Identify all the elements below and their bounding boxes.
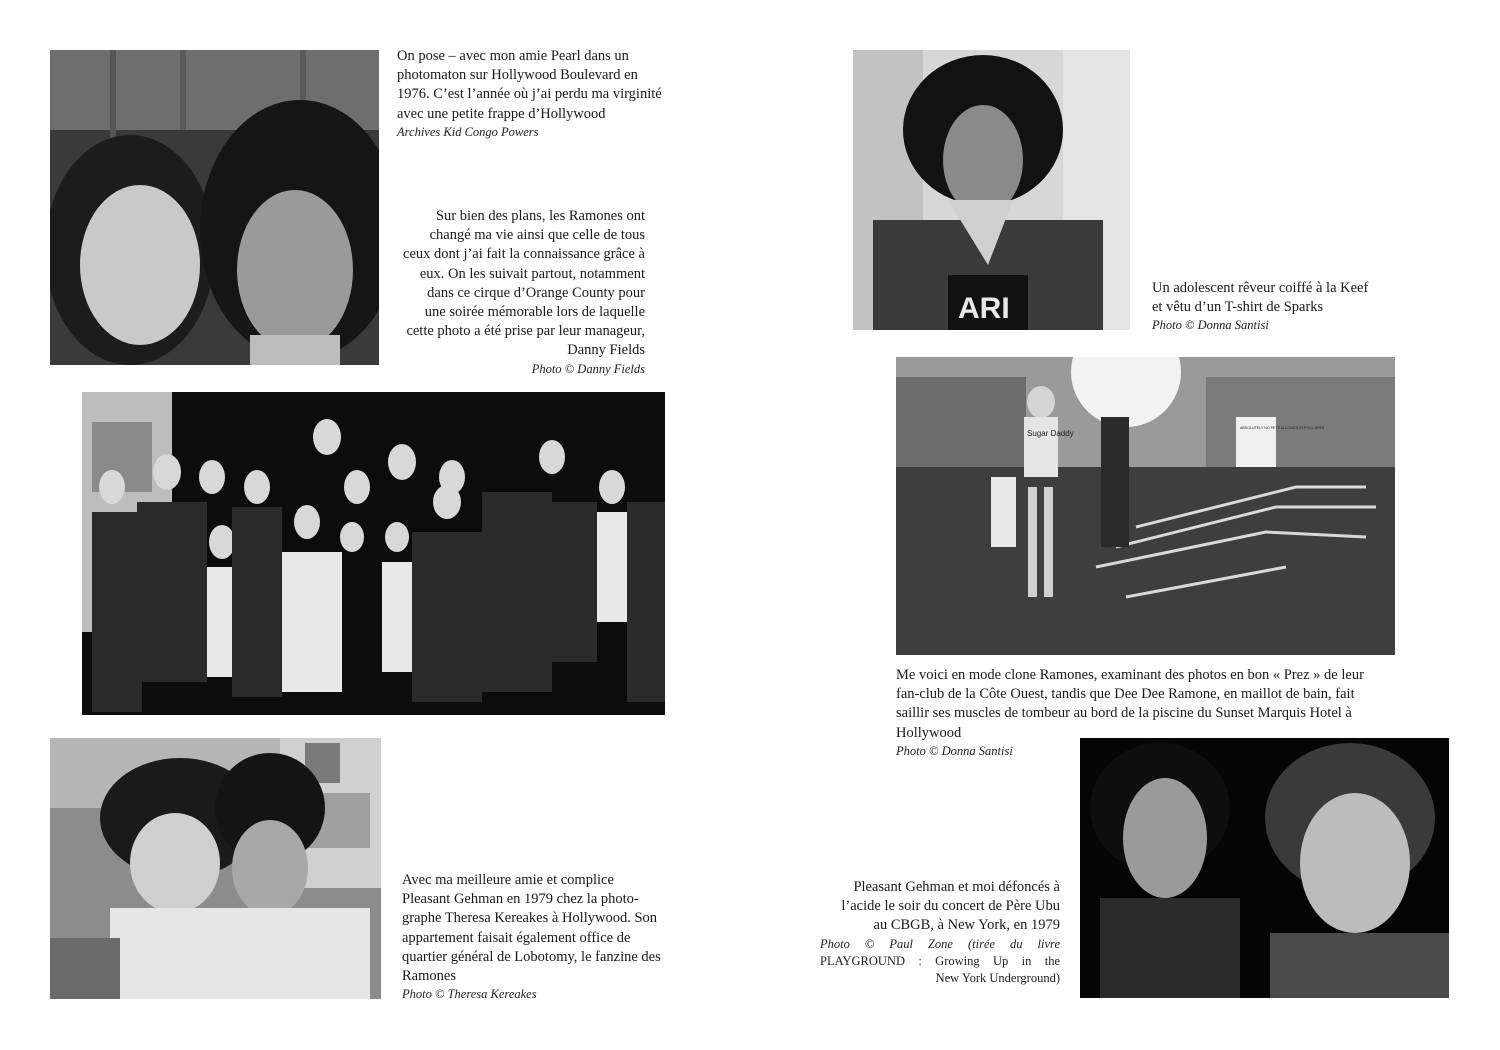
caption-line: Me voici en mode clone Ramones, examinant des photos en bon « Prez » de leur <box>896 667 1364 683</box>
caption-line: cette photo a été prise par leur manageur, <box>406 323 645 340</box>
caption-line: l’acide le soir du concert de Père Ubu <box>841 898 1060 915</box>
hug-portrait <box>50 738 381 999</box>
caption-line: saillir ses muscles de tombeur au bord de la piscine du Sunset Marquis Hotel à <box>896 705 1352 722</box>
caption-hug <box>402 871 677 1003</box>
caption-line: Danny Fields <box>567 342 645 359</box>
caption-line: une soirée mémorable lors de laquelle <box>424 304 645 321</box>
caption-line: fan-club de la Côte Ouest, tandis que Dee Dee Ramone, en maillot de bain, fait <box>896 686 1355 703</box>
group-photo-at-circus <box>82 392 665 715</box>
night-portrait <box>1080 738 1449 998</box>
caption-ramones-crowd <box>390 207 645 378</box>
caption-teen <box>1152 279 1412 334</box>
photo-credit: New York Underground) <box>935 970 1060 985</box>
caption-line: dans ce cirque d’Orange County pour <box>427 284 645 301</box>
photo-credit: Photo © Donna Santisi <box>896 743 1013 758</box>
photo-credit: Photo © Theresa Kereakes <box>402 987 537 1002</box>
shirt-text: ARI <box>958 292 1010 325</box>
caption-line: changé ma vie ainsi que celle de tous <box>429 227 645 244</box>
photo-credit: Photo © Danny Fields <box>531 361 645 376</box>
caption-line: ceux dont j’ai fait la connaissance grâce à <box>403 246 645 263</box>
caption-line: Pleasant Gehman en 1979 chez la photo- <box>402 891 639 908</box>
tshirt-text: Sugar Daddy <box>1027 429 1074 438</box>
caption-line: avec une petite frappe d’Hollywood <box>397 105 606 122</box>
caption-line: Hollywood <box>896 724 962 741</box>
caption-line: Pleasant Gehman et moi défoncés à <box>853 879 1060 895</box>
caption-line: Sur bien des plans, les Ramones ont <box>435 208 645 224</box>
caption-line: 1976. C’est l’année où j’ai perdu ma virginité <box>397 86 662 103</box>
photo-credit: PLAYGROUND : Growing Up in the <box>820 953 1060 968</box>
caption-pool <box>896 666 1396 760</box>
poolside-photo <box>896 357 1395 655</box>
pool-sign-text: ABSOLUTELY NO PETS ALLOWED IN POOL AREA <box>1240 426 1325 430</box>
caption-line: Ramones <box>402 968 456 985</box>
caption-line: quartier général de Lobotomy, le fanzine des <box>402 948 661 965</box>
photo-credit: Photo © Paul Zone (tirée du livre <box>820 936 1060 951</box>
caption-line: graphe Theresa Kereakes à Hollywood. Son <box>402 910 658 927</box>
caption-line: Un adolescent rêveur coiffé à la Keef <box>1152 280 1369 296</box>
caption-line: au CBGB, à New York, en 1979 <box>873 917 1060 934</box>
caption-photo-booth <box>397 47 677 141</box>
caption-line: photomaton sur Hollywood Boulevard en <box>397 67 638 84</box>
caption-line: On pose – avec mon amie Pearl dans un <box>397 48 629 64</box>
photo-credit: Archives Kid Congo Powers <box>397 124 539 139</box>
caption-line: appartement faisait également office de <box>402 929 631 946</box>
caption-night <box>820 878 1060 987</box>
caption-line: Avec ma meilleure amie et complice <box>402 872 614 888</box>
photo-credit: Photo © Donna Santisi <box>1152 318 1269 333</box>
teen-portrait <box>853 50 1130 330</box>
caption-line: et vêtu d’un T-shirt de Sparks <box>1152 299 1324 316</box>
photo-booth-portrait <box>50 50 379 365</box>
caption-line: eux. On les suivait partout, notamment <box>419 265 645 282</box>
